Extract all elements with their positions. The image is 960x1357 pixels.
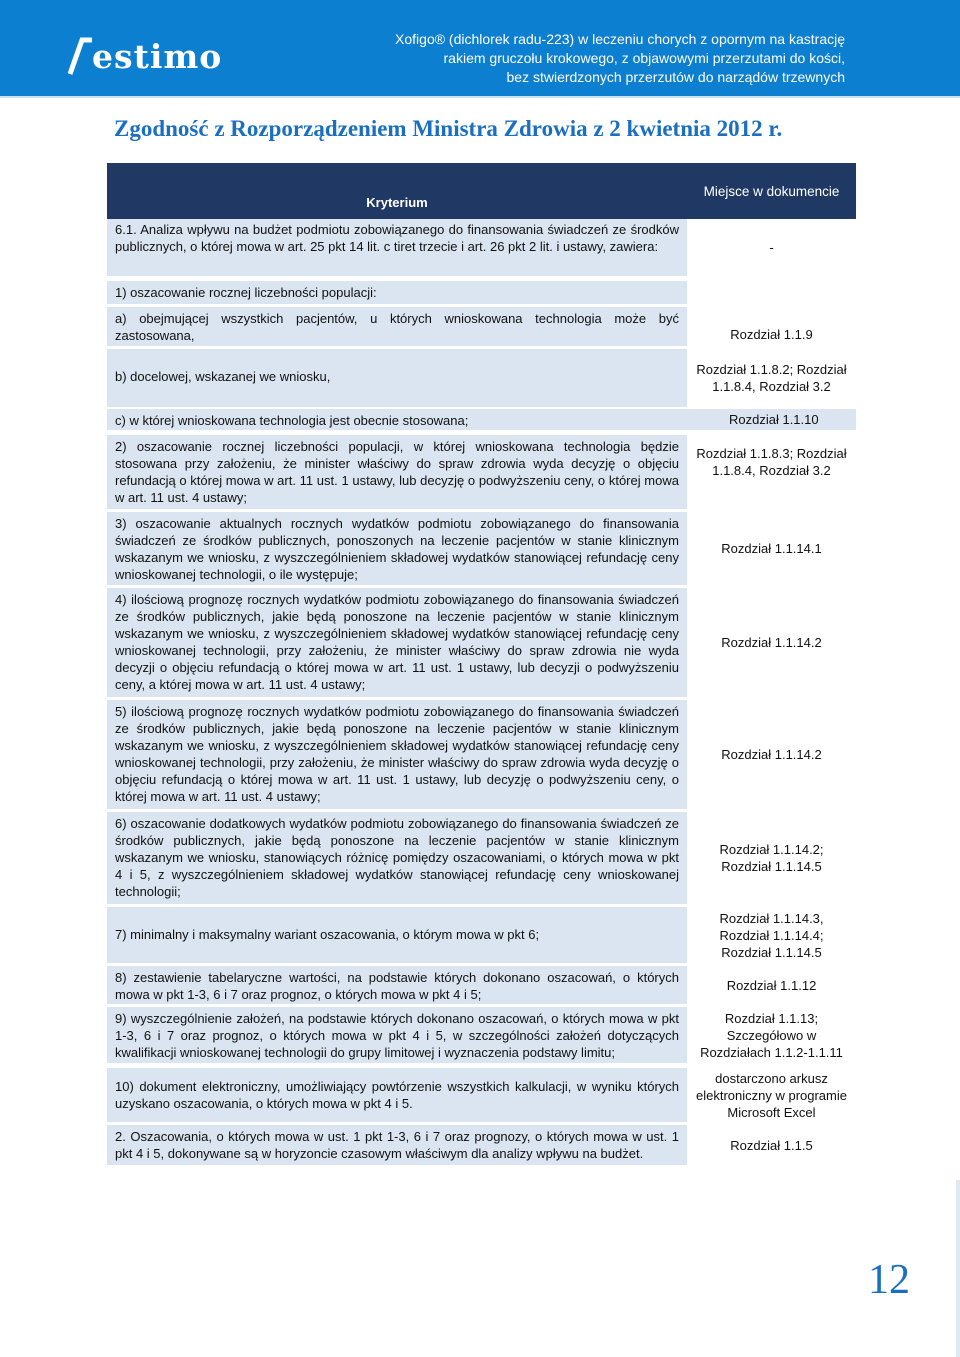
location-cell: Rozdział 1.1.12: [726, 977, 817, 993]
location-cell: Rozdział 1.1.10: [687, 409, 856, 430]
estimo-logo: [66, 36, 222, 76]
compliance-table: [107, 163, 856, 1165]
criterion-cell: 3) oszacowanie aktualnych rocznych wydatków podmiotu zobowiązanego do finansowania świadczeń ze środków publicznych, ponoszonych na leczenie pacjentów w stanie klinicznym wskazanym we wniosku, z wyszczególnieniem składowej wydatków stanowiącej refundację ceny wnioskowanej technologii, o ile występuje;: [107, 512, 687, 585]
table-row: [107, 219, 856, 276]
table-row: [107, 1125, 856, 1165]
logo-text: estimo: [92, 36, 223, 76]
location-cell: Rozdział 1.1.14.2: [721, 635, 822, 650]
criterion-cell: c) w której wnioskowana technologia jest obecnie stosowana;: [107, 409, 687, 430]
criterion-cell: 2. Oszacowania, o których mowa w ust. 1 pkt 1-3, 6 i 7 oraz prognozy, o których mowa w ust. 1 pkt 4 i 5, dokonywane są w horyzoncie czasowym właściwym dla analizy wpływu na budżet.: [107, 1125, 687, 1165]
table-header: [107, 163, 856, 219]
table-row: [107, 349, 856, 407]
subtitle-line-3: bez stwierdzonych przerzutów do narządów trzewnych: [506, 69, 845, 85]
criterion-cell: 5) ilościową prognozę rocznych wydatków podmiotu zobowiązanego do finansowania świadczeń ze środków publicznych, jakie będą ponoszone na leczenie pacjentów w stanie klinicznym wskazanym we wniosku, z wyszczególnieniem składowej wydatków stanowiącej refundację ceny wnioskowanej technologii, przy założeniu, że minister właściwy do spraw zdrowia wyda decyzję o objęciu refundacją o której mowa w art. 11 ust. 1 ustawy, lub decyzję o podwyższeniu ceny, o której mowa w art. 11 ust. 4 ustawy;: [107, 700, 687, 809]
location-cell: Rozdział 1.1.14.3, Rozdział 1.1.14.4; Rozdział 1.1.14.5: [719, 910, 824, 960]
table-row: [107, 700, 856, 809]
table-row: [107, 1007, 856, 1063]
location-cell: dostarczono arkusz elektroniczny w programie Microsoft Excel: [695, 1070, 847, 1120]
table-row: [107, 1068, 856, 1122]
location-cell: Rozdział 1.1.14.1: [721, 541, 822, 556]
location-cell: Rozdział 1.1.13; Szczegółowo w Rozdziałach 1.1.2-1.1.11: [700, 1010, 843, 1060]
location-cell: Rozdział 1.1.8.2; Rozdział 1.1.8.4, Rozdział 3.2: [696, 362, 847, 394]
header-divider: [0, 96, 960, 98]
criterion-cell: 6.1. Analiza wpływu na budżet podmiotu zobowiązanego do finansowania świadczeń ze środków publicznych, o której mowa w art. 25 pkt 14 lit. c tiret trzecie i art. 26 pkt 2 lit. i ustawy, zawiera:: [107, 219, 687, 276]
table-row: [107, 512, 856, 585]
subtitle-line-2: rakiem gruczołu krokowego, z objawowymi przerzutami do kości,: [443, 50, 845, 66]
table-row: [107, 588, 856, 697]
location-cell: Rozdział 1.1.14.2: [721, 747, 822, 762]
location-cell: Rozdział 1.1.14.2; Rozdział 1.1.14.5: [719, 842, 824, 874]
criterion-cell: a) obejmującej wszystkich pacjentów, u których wnioskowana technologia może być zastosowana,: [107, 307, 687, 346]
criterion-cell: 2) oszacowanie rocznej liczebności populacji, w której wnioskowana technologia będzie stosowana przy założeniu, że minister właściwy do spraw zdrowia wyda decyzję o objęciu refundacją o której mowa w art. 11 ust. 1 ustawy, lub decyzję o podwyższeniu ceny, o której mowa w art. 11 ust. 4 ustawy;: [107, 435, 687, 509]
page-number: 12: [868, 1257, 910, 1303]
location-cell: Rozdział 1.1.9: [730, 327, 813, 342]
criterion-cell: 7) minimalny i maksymalny wariant oszacowania, o którym mowa w pkt 6;: [107, 907, 687, 963]
criterion-cell: 10) dokument elektroniczny, umożliwiający powtórzenie wszystkich kalkulacji, w wyniku których uzyskano oszacowania, o których mowa w pkt 4 i 5.: [107, 1068, 687, 1122]
criterion-cell: 8) zestawienie tabelaryczne wartości, na podstawie których dokonano oszacowań, o których mowa w pkt 1-3, 6 i 7 oraz prognoz, o których mowa w pkt 4 i 5;: [107, 966, 687, 1004]
location-cell: [687, 281, 856, 304]
criterion-cell: 6) oszacowanie dodatkowych wydatków podmiotu zobowiązanego do finansowania świadczeń ze środków publicznych, jakie będą ponoszone na leczenie pacjentów w stanie klinicznym wskazanym we wniosku, stanowiących różnicę pomiędzy oszacowaniami, o których mowa w pkt 4 i 5, z wyszczególnieniem składowej wydatków stanowiącej refundację ceny wnioskowanej technologii;: [107, 812, 687, 904]
header-kryterium: Kryterium: [107, 163, 687, 219]
page-title: Zgodność z Rozporządzeniem Ministra Zdrowia z 2 kwietnia 2012 r.: [114, 116, 783, 141]
location-cell: Rozdział 1.1.8.3; Rozdział 1.1.8.4, Rozdział 3.2: [696, 446, 847, 478]
table-row: [107, 966, 856, 1004]
location-cell: -: [769, 240, 774, 255]
table-row: [107, 307, 856, 346]
table-row: [107, 281, 856, 304]
subtitle-line-1: Xofigo® (dichlorek radu-223) w leczeniu chorych z opornym na kastrację: [395, 31, 845, 47]
criterion-cell: 1) oszacowanie rocznej liczebności populacji:: [107, 281, 687, 304]
criterion-cell: 9) wyszczególnienie założeń, na podstawie których dokonano oszacowań, o których mowa w pkt 1-3, 6 i 7 oraz prognoz, o których mowa w pkt 4 i 5, w szczególności założeń dotyczących kwalifikacji wnioskowanej technologii do grupy limitowej i wyznaczenia podstawy limitu;: [107, 1007, 687, 1063]
location-cell: Rozdział 1.1.5: [730, 1137, 813, 1153]
logo-mark-icon: [66, 36, 94, 76]
page-header: [0, 0, 960, 96]
criterion-cell: 4) ilościową prognozę rocznych wydatków podmiotu zobowiązanego do finansowania świadczeń ze środków publicznych, jakie będą ponoszone na leczenie pacjentów w stanie klinicznym wskazanym we wniosku, z wyszczególnieniem składowej wydatków stanowiącej refundację ceny wnioskowanej technologii, przy założeniu, że minister właściwy do spraw zdrowia nie wyda decyzji o objęciu refundacją o której mowa w art. 11 ust. 1 ustawy, lub decyzji o podwyższeniu ceny, a której mowa w art. 11 ust. 4 ustawy;: [107, 588, 687, 697]
document-subtitle: [395, 30, 845, 87]
table-row: [107, 907, 856, 963]
table-row: [107, 435, 856, 509]
criterion-cell: b) docelowej, wskazanej we wniosku,: [107, 349, 687, 407]
header-miejsce: Miejsce w dokumencie: [687, 163, 856, 219]
page-edge-bar: [956, 1180, 960, 1357]
table-row: [107, 812, 856, 904]
table-row: [107, 409, 856, 430]
